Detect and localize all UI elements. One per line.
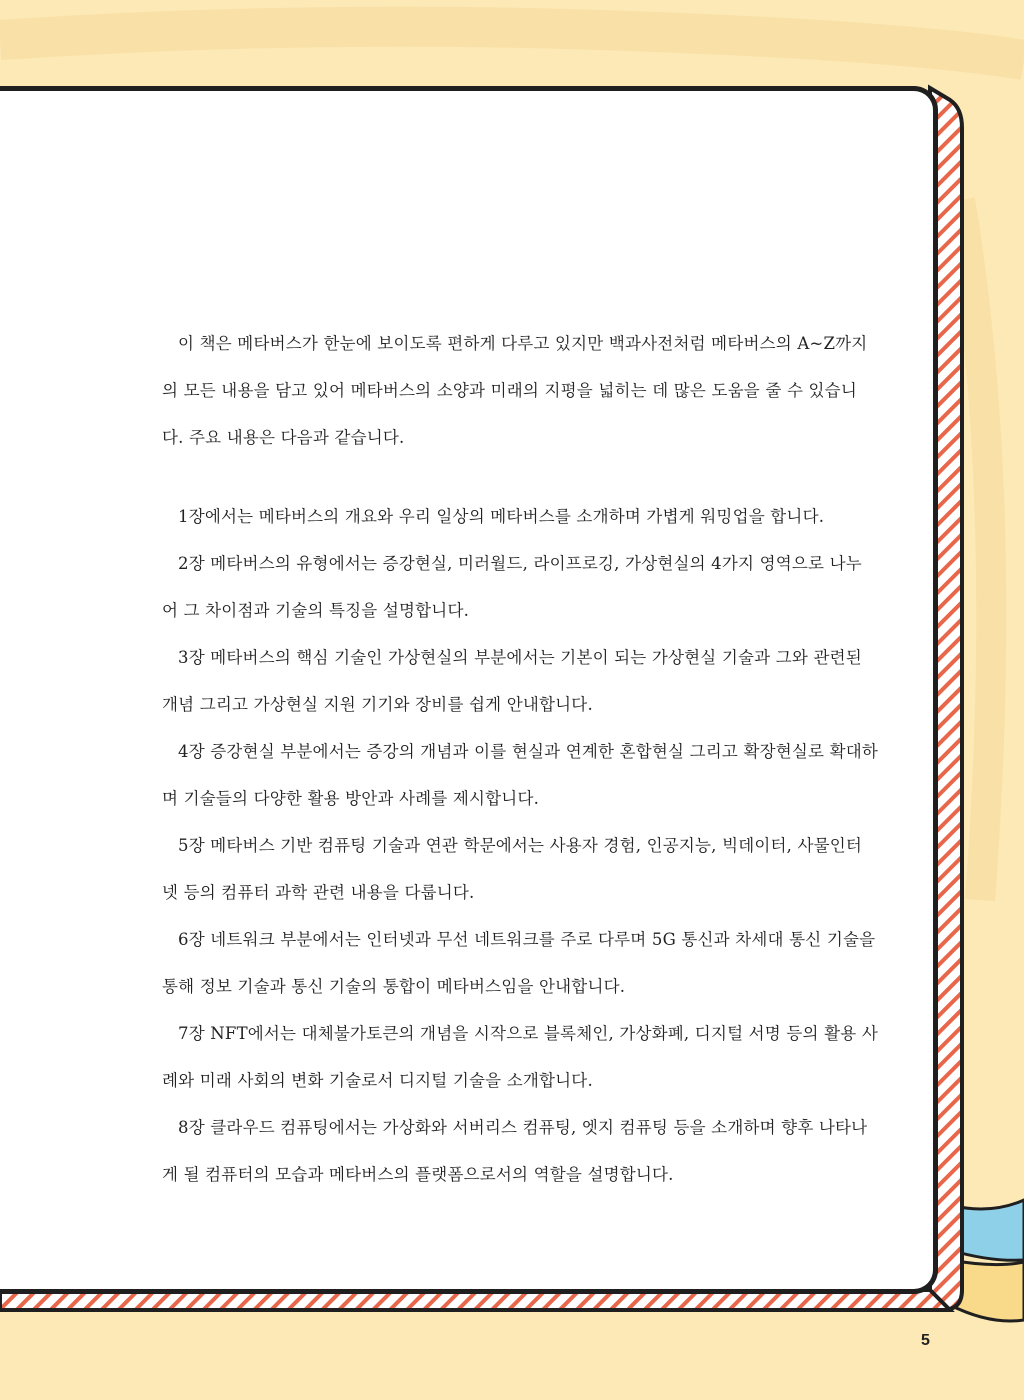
page-number: 5 bbox=[921, 1332, 930, 1349]
background-swirl bbox=[960, 200, 991, 900]
chapter-2-summary: 2장 메타버스의 유형에서는 증강현실, 미러월드, 라이프로깅, 가상현실의 4가지 영역으로 나누어 그 차이점과 기술의 특징을 설명합니다. bbox=[162, 554, 862, 620]
intro-paragraph: 이 책은 메타버스가 한눈에 보이도록 편하게 다루고 있지만 백과사전처럼 메타버스의 A~Z까지의 모든 내용을 담고 있어 메타버스의 소양과 미래의 지평을 넓히는 데 많은 도움을 줄 수 있습니다. 주요 내용은 다음과 같습니다. bbox=[162, 334, 868, 447]
chapter-3-summary: 3장 메타버스의 핵심 기술인 가상현실의 부분에서는 기본이 되는 가상현실 기술과 그와 관련된 개념 그리고 가상현실 지원 기기와 장비를 쉽게 안내합니다. bbox=[162, 648, 862, 714]
background-swirl bbox=[0, 27, 1024, 60]
chapter-1-summary: 1장에서는 메타버스의 개요와 우리 일상의 메타버스를 소개하며 가볍게 워밍업을 합니다. bbox=[178, 507, 825, 526]
chapter-4-summary: 4장 증강현실 부분에서는 증강의 개념과 이를 현실과 연계한 혼합현실 그리고 확장현실로 확대하며 기술들의 다양한 활용 방안과 사례를 제시합니다. bbox=[162, 742, 879, 808]
chapter-7-summary: 7장 NFT에서는 대체불가토큰의 개념을 시작으로 블록체인, 가상화폐, 디지털 서명 등의 활용 사례와 미래 사회의 변화 기술로서 디지털 기술을 소개합니다. bbox=[162, 1024, 878, 1090]
page-content bbox=[162, 320, 878, 1198]
chapter-8-summary: 8장 클라우드 컴퓨팅에서는 가상화와 서버리스 컴퓨팅, 엣지 컴퓨팅 등을 소개하며 향후 나타나게 될 컴퓨터의 모습과 메타버스의 플랫폼으로서의 역할을 설명합니다. bbox=[162, 1118, 868, 1184]
chapter-5-summary: 5장 메타버스 기반 컴퓨팅 기술과 연관 학문에서는 사용자 경험, 인공지능, 빅데이터, 사물인터넷 등의 컴퓨터 과학 관련 내용을 다룹니다. bbox=[162, 836, 863, 902]
chapter-6-summary: 6장 네트워크 부분에서는 인터넷과 무선 네트워크를 주로 다루며 5G 통신과 차세대 통신 기술을 통해 정보 기술과 통신 기술의 통합이 메타버스임을 안내합니다. bbox=[162, 930, 876, 996]
